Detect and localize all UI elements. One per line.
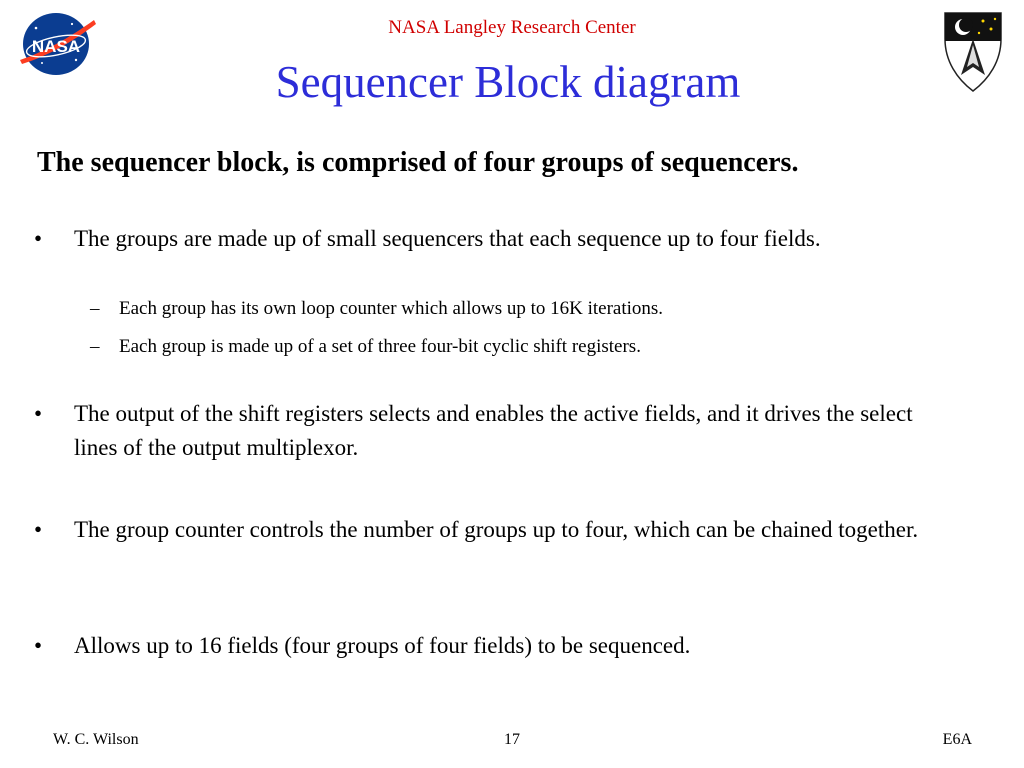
bullet-item	[34, 222, 934, 256]
footer-author: W. C. Wilson	[53, 731, 139, 748]
svg-text:NASA: NASA	[31, 37, 81, 56]
sub-bullet-text: Each group has its own loop counter which allows up to 16K iterations.	[119, 298, 664, 319]
sub-bullet-item	[90, 296, 950, 322]
footer-code: E6A	[942, 731, 972, 748]
bullet-marker: •	[34, 226, 43, 251]
sub-bullet-text: Each group is made up of a set of three four-bit cyclic shift registers.	[119, 336, 641, 357]
bullet-marker: •	[34, 401, 43, 426]
bullet-marker: •	[34, 517, 43, 542]
bullet-marker: •	[34, 633, 43, 658]
sub-bullet-item	[90, 334, 950, 360]
bullet-item	[34, 513, 934, 547]
bullet-text: The group counter controls the number of groups up to four, which can be chained together.	[74, 517, 919, 542]
bullet-text: Allows up to 16 fields (four groups of four fields) to be sequenced.	[74, 633, 691, 658]
footer-page-number: 17	[504, 731, 520, 748]
bullet-text: The groups are made up of small sequencers that each sequence up to four fields.	[74, 226, 821, 251]
organization-name: NASA Langley Research Center	[388, 17, 636, 38]
slide-title: Sequencer Block diagram	[275, 57, 741, 107]
sub-bullet-marker: –	[90, 298, 100, 319]
sub-bullet-marker: –	[90, 336, 100, 357]
bullet-item	[34, 397, 934, 465]
bullet-text: The output of the shift registers selects and enables the active fields, and it drives the select lines of the output multiplexor.	[74, 401, 913, 460]
slide-subtitle: The sequencer block, is comprised of four groups of sequencers.	[37, 147, 799, 178]
bullet-item	[34, 629, 934, 663]
